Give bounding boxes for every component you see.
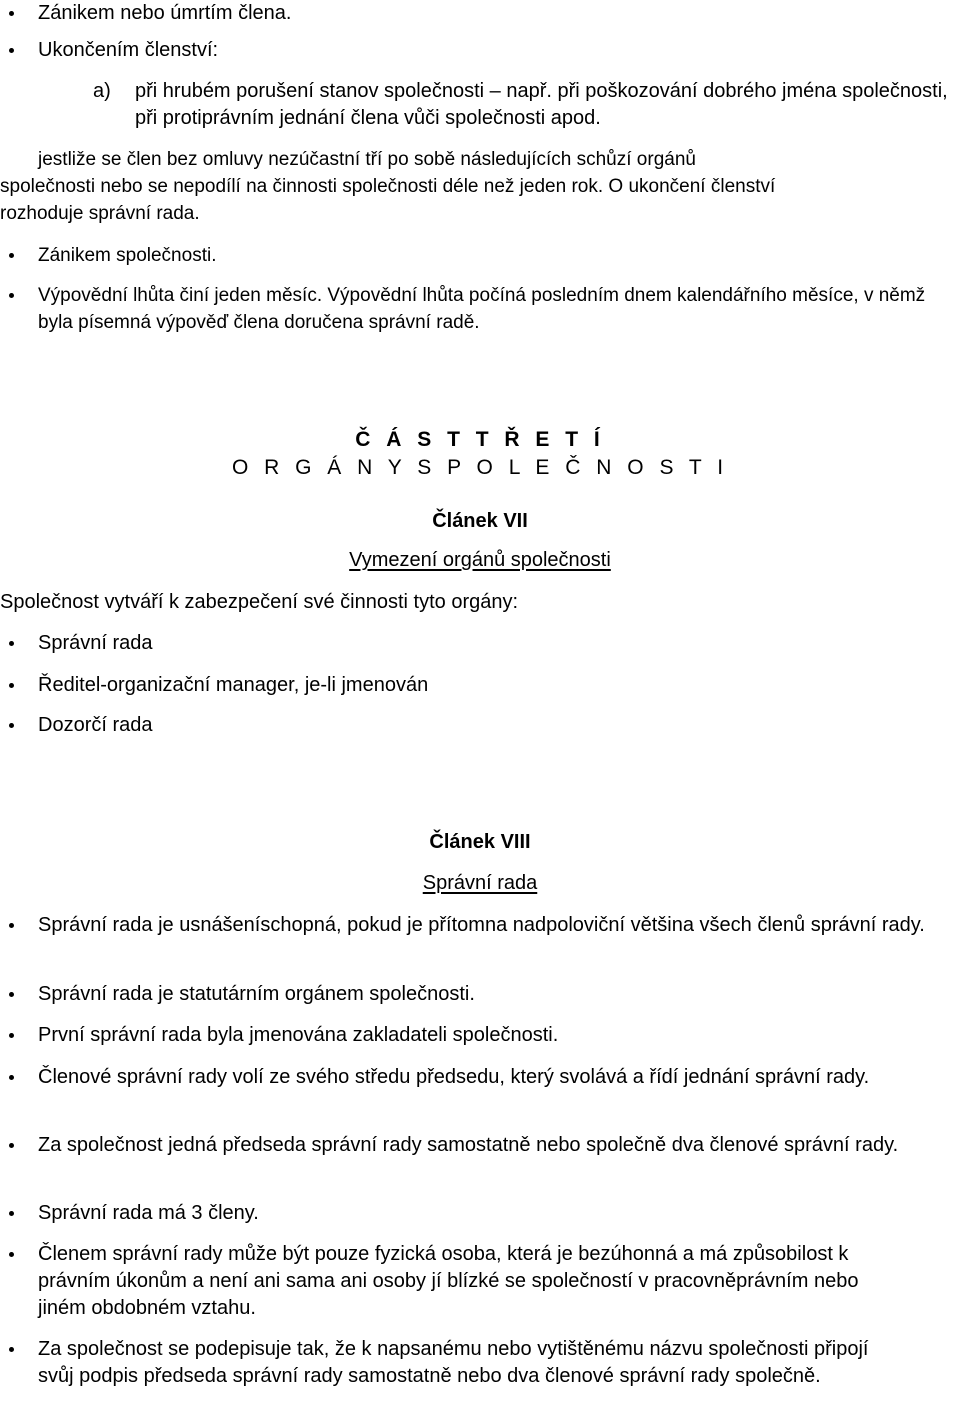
list-item: Správní rada má 3 členy. xyxy=(38,1200,938,1227)
list-item: Členem správní rady může být pouze fyzická osoba, která je bezúhonná a má způsobilost k právním úkonům a není ani sama ani osoby jí blízké se společností v pracovněprávním nebo jiném obdobném vztahu. xyxy=(38,1241,868,1322)
list-item: První správní rada byla jmenována zakladateli společnosti. xyxy=(38,1022,938,1049)
article-number: Článek VIII xyxy=(429,831,531,853)
paragraph-line: rozhoduje správní rada. xyxy=(0,203,200,224)
sub-item-text: při hrubém porušení stanov společnosti – např. při poškozování dobrého jména společnosti, při protiprávním jednání člena vůči společnosti apod. xyxy=(135,80,948,129)
article-title: Vymezení orgánů společnosti xyxy=(349,549,611,571)
sub-item-label: a) xyxy=(93,80,111,102)
list-item: Správní rada je statutárním orgánem společnosti. xyxy=(38,981,938,1008)
article-title: Správní rada xyxy=(422,872,538,894)
list-item: Správní rada xyxy=(38,630,938,657)
list-item: Dozorčí rada xyxy=(38,712,938,739)
article-number: Článek VII xyxy=(432,510,528,532)
list-item: Členové správní rady volí ze svého středu předsedu, který svolává a řídí jednání správní rady. xyxy=(38,1064,938,1091)
paragraph-line: společnosti nebo se nepodílí na činnosti společnosti déle než jeden rok. O ukončení členství xyxy=(0,176,776,197)
list-item: Správní rada je usnášeníschopná, pokud je přítomna nadpoloviční většina všech členů správní rady. xyxy=(38,912,938,939)
list-item: Ředitel-organizační manager, je-li jmenován xyxy=(38,672,938,699)
sub-list-item xyxy=(93,78,953,132)
part-subtitle: O R G Á N Y S P O L E Č N O S T I xyxy=(231,456,729,479)
article-intro: Společnost vytváří k zabezpečení své činnosti tyto orgány: xyxy=(0,591,519,613)
list-item: Výpovědní lhůta činí jeden měsíc. Výpovědní lhůta počíná posledním dnem kalendářního měsíce, v němž byla písemná výpověď člena doručena správní radě. xyxy=(38,282,948,336)
list-item: Za společnost se podepisuje tak, že k napsanému nebo vytištěnému názvu společnosti připojí svůj podpis předseda správní rady samostatně nebo dva členové správní rady společně. xyxy=(38,1336,898,1390)
paragraph-line: jestliže se člen bez omluvy nezúčastní tří po sobě následujících schůzí orgánů xyxy=(38,149,696,170)
list-item: Za společnost jedná předseda správní rady samostatně nebo společně dva členové správní rady. xyxy=(38,1132,938,1159)
part-title: Č Á S T T Ř E T Í xyxy=(355,428,605,451)
list-item: Ukončením členství: xyxy=(38,37,938,64)
list-item: Zánikem společnosti. xyxy=(38,242,938,269)
list-item: Zánikem nebo úmrtím člena. xyxy=(38,0,938,27)
